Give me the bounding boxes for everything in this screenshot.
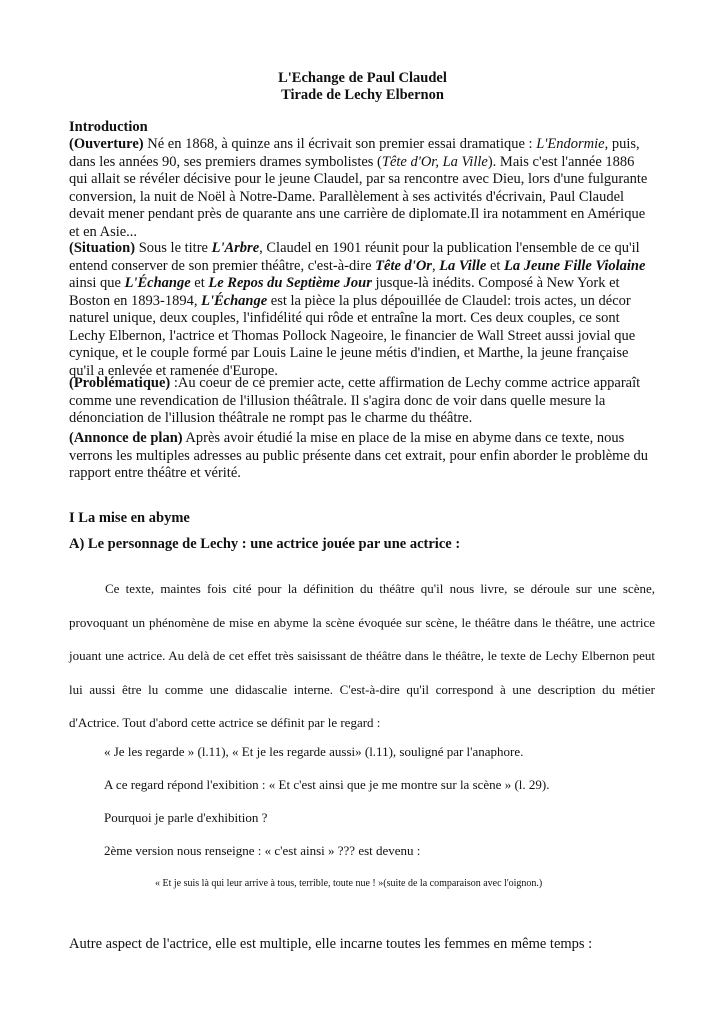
work-title: La Ville	[439, 257, 487, 274]
text-run: Sous le titre	[135, 240, 212, 256]
text-run: Après avoir étudié la mise en place de la mise en abyme dans ce texte, nous verrons les multiples adresses au public présente dans cet extrait, pour enfin aborder le problème du rapport entre théâtre et vérité.	[69, 430, 649, 481]
text-run: , Claudel en 1901 réunit pour la publication l'ensemble de ce qu'il entend conserver de son premier théâtre, c'est-à-dire	[69, 240, 640, 274]
body-line: Pourquoi je parle d'exhibition ?	[104, 810, 268, 825]
text-run: jusque-là inédits. Composé à New York et Boston en 1893-1894,	[69, 275, 620, 309]
paragraph-label: (Annonce de plan)	[69, 430, 183, 446]
paragraph-label: (Problématique)	[69, 375, 171, 391]
text-run: et	[486, 257, 505, 274]
document-title: L'Echange de Paul Claudel	[278, 70, 447, 86]
text-run: est la pièce la plus dépouillée de Claudel: trois actes, un décor naturel unique, deux couples, l'infidélité qui rôde et entraîne la mort. Ces deux couples, ce sont Lechy Elbernon, l'actrice et Thomas Pollock Nageoire, le financier de Wall Street aussi jovial que cynique, et le couple formé par Louis Laine le jeune métis d'indien, et Marthe, la jeune française qu'il a enlevée et ramenée d'Europe.	[69, 292, 636, 379]
italic-title: Tête d'Or, La Ville	[381, 153, 488, 170]
body-line: 2ème version nous renseigne : « c'est ainsi » ??? est devenu :	[104, 843, 421, 858]
paragraph-situation	[69, 240, 655, 380]
body-line: A ce regard répond l'exibition : « Et c'est ainsi que je me montre sur la scène » (l. 29).	[104, 777, 550, 792]
body-paragraph: Ce texte, maintes fois cité pour la définition du théâtre qu'il nous livre, se déroule sur une scène, provoquant un phénomène de mise en abyme la scène évoquée sur scène, le théâtre dans le théâtre, une actrice jouant une actrice. Au delà de cet effet très saisissant de théâtre dans le théâtre, le texte de Lechy Elbernon peut lui aussi être lu comme une didascalie interne. C'est-à-dire qu'il correspond à une description du métier d'Actrice. Tout d'abord cette actrice se définit par le regard :	[69, 581, 655, 730]
paragraph-label: (Situation)	[69, 240, 136, 256]
work-title: L'Échange	[124, 275, 191, 291]
text-run: ,	[431, 257, 440, 274]
paragraph-ouverture	[69, 136, 655, 241]
body-line: Autre aspect de l'actrice, elle est multiple, elle incarne toutes les femmes en même temps :	[69, 936, 593, 952]
section-heading: I La mise en abyme	[69, 510, 190, 526]
text-run: ). Mais c'est l'année 1886 qui allait se révéler décisive pour le jeune Claudel, par sa rencontre avec Dieu, lors d'une fulgurante conversion, la nuit de Noël à Notre-Dame. Parallèlement à ses activités d'écrivain, Paul Claudel devait mener pendant près de quarante ans une carrière de diplomate.Il ira notamment en Amérique et en Asie...	[69, 153, 648, 240]
subsection-heading: A) Le personnage de Lechy : une actrice jouée par une actrice :	[69, 536, 461, 552]
italic-title: L'Endormie	[536, 136, 605, 152]
body-line: « Je les regarde » (l.11), « Et je les regarde aussi» (l.11), souligné par l'anaphore.	[104, 744, 524, 759]
work-title: L'Échange	[201, 292, 268, 309]
text-run: Né en 1868, à quinze ans il écrivait son premier essai dramatique :	[143, 136, 537, 152]
text-run: ainsi que	[69, 275, 125, 291]
document-subtitle: Tirade de Lechy Elbernon	[281, 87, 444, 103]
text-run: :Au coeur de ce premier acte, cette affirmation de Lechy comme actrice apparaît comme une revendication de l'illusion théâtrale. Il s'agira donc de voir dans quelle mesure la dénonciation de l'illusion théâtrale ne rompt pas le charme du théâtre.	[69, 375, 641, 426]
work-title: Le Repos du Septième Jour	[208, 275, 372, 291]
text-run: , puis, dans les années 90, ses premiers drames symbolistes (	[69, 136, 640, 170]
paragraph-annonce-de-plan	[69, 430, 655, 483]
work-title: La Jeune Fille Violaine	[504, 257, 646, 274]
paragraph-problematique	[69, 375, 655, 428]
work-title: Tête d'Or	[375, 257, 432, 274]
block-quote: « Et je suis là qui leur arrive à tous, terrible, toute nue ! »(suite de la comparaison avec l'oignon.)	[155, 878, 543, 889]
paragraph-label: (Ouverture)	[69, 136, 144, 152]
work-title: L'Arbre	[211, 240, 260, 256]
introduction-heading: Introduction	[69, 119, 148, 135]
text-run: et	[190, 275, 209, 291]
